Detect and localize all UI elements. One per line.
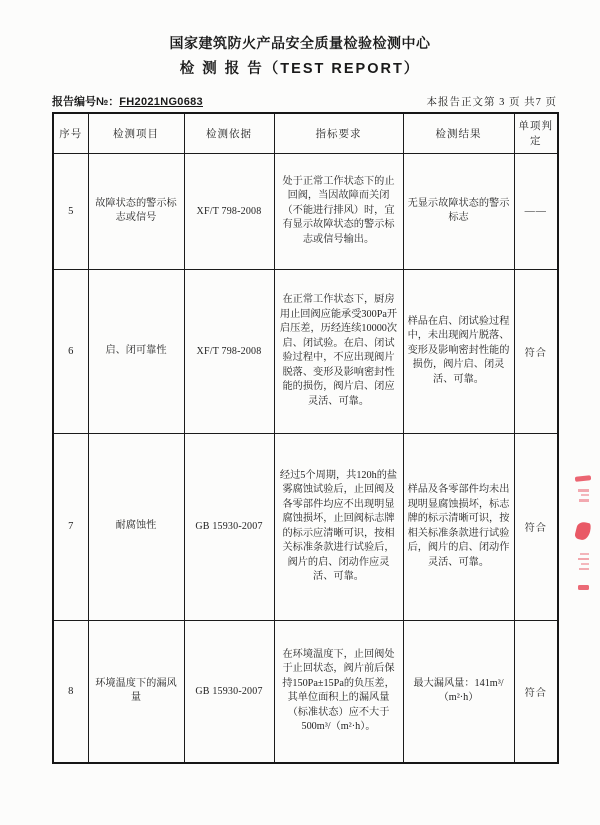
table-row — [53, 269, 558, 433]
seal-mark-icon — [574, 521, 592, 542]
org-title: 国家建筑防火产品安全质量检验检测中心 — [169, 35, 431, 51]
cell-item: 环境温度下的漏风量 — [88, 620, 184, 763]
col-header-no: 序号 — [53, 113, 88, 153]
seal-mark-icon — [578, 585, 589, 590]
cell-no: 7 — [53, 433, 88, 620]
cell-basis: GB 15930-2007 — [184, 620, 274, 763]
seal-mark-icon — [578, 558, 589, 560]
cell-requirement: 经过5个周期，共120h的盐雾腐蚀试验后，止回阀及各零部件均应不出现明显腐蚀损坏，止回阀标志牌的标示应清晰可识，按相关标准条款进行试验后，阀片的启、闭动作应灵活、可靠。 — [274, 433, 403, 620]
cell-requirement: 在环境温度下，止回阀处于止回状态，阀片前后保持150Pa±15Pa的负压差，其单位面积上的漏风量（标准状态）应不大于500m³/（m²·h）。 — [274, 620, 403, 763]
cell-judgement: —— — [514, 153, 558, 269]
cell-result: 无显示故障状态的警示标志 — [403, 153, 514, 269]
test-results-table — [52, 112, 559, 764]
cell-judgement: 符合 — [514, 269, 558, 433]
cell-basis: XF/T 798-2008 — [184, 153, 274, 269]
report-number-label: 报告编号№： — [52, 96, 120, 108]
cell-basis: XF/T 798-2008 — [184, 269, 274, 433]
cell-judgement: 符合 — [514, 433, 558, 620]
table-row — [53, 620, 558, 763]
cell-result: 样品在启、闭试验过程中，未出现阀片脱落、变形及影响密封性能的损伤，阀片启、闭灵活、可靠。 — [403, 269, 514, 433]
cell-item: 故障状态的警示标志或信号 — [88, 153, 184, 269]
report-title: 检 测 报 告（TEST REPORT） — [179, 61, 421, 77]
seal-mark-icon — [575, 475, 591, 482]
col-header-item: 检测项目 — [88, 113, 184, 153]
col-header-result: 检测结果 — [403, 113, 514, 153]
cell-requirement: 处于正常工作状态下的止回阀，当因故障而关闭（不能进行排风）时，宜有显示故障状态的警示标志或信号输出。 — [274, 153, 403, 269]
table-header-row — [53, 113, 558, 153]
seal-mark-icon — [581, 494, 589, 496]
seal-mark-icon — [580, 553, 589, 555]
cell-no: 5 — [53, 153, 88, 269]
seal-mark-icon — [581, 563, 589, 565]
report-number-value: FH2021NG0683 — [119, 96, 203, 108]
col-header-requirement: 指标要求 — [274, 113, 403, 153]
cell-no: 6 — [53, 269, 88, 433]
col-header-basis: 检测依据 — [184, 113, 274, 153]
cell-judgement: 符合 — [514, 620, 558, 763]
cell-no: 8 — [53, 620, 88, 763]
cell-result: 样品及各零部件均未出现明显腐蚀损坏，标志牌的标示清晰可识，按相关标准条款进行试验后，阀片的启、闭动作灵活、可靠。 — [403, 433, 514, 620]
seal-mark-icon — [578, 489, 589, 492]
cell-item: 启、闭可靠性 — [88, 269, 184, 433]
meta-row — [52, 88, 557, 112]
seal-mark-icon — [579, 499, 589, 502]
cell-basis: GB 15930-2007 — [184, 433, 274, 620]
page-info: 本报告正文第 3 页 共7 页 — [426, 97, 557, 108]
report-number — [52, 93, 203, 112]
cell-result: 最大漏风量：141m³/（m²·h） — [403, 620, 514, 763]
seal-mark-icon — [579, 568, 589, 570]
cell-item: 耐腐蚀性 — [88, 433, 184, 620]
cell-requirement: 在正常工作状态下，厨房用止回阀应能承受300Pa开启压差，历经连续10000次启、闭试验。在启、闭试验过程中，不应出现阀片脱落、变形及影响密封性能的损伤，阀片启、闭应灵活、可靠。 — [274, 269, 403, 433]
table-row — [53, 433, 558, 620]
col-header-judgement: 单项判定 — [514, 113, 558, 153]
table-row — [53, 153, 558, 269]
